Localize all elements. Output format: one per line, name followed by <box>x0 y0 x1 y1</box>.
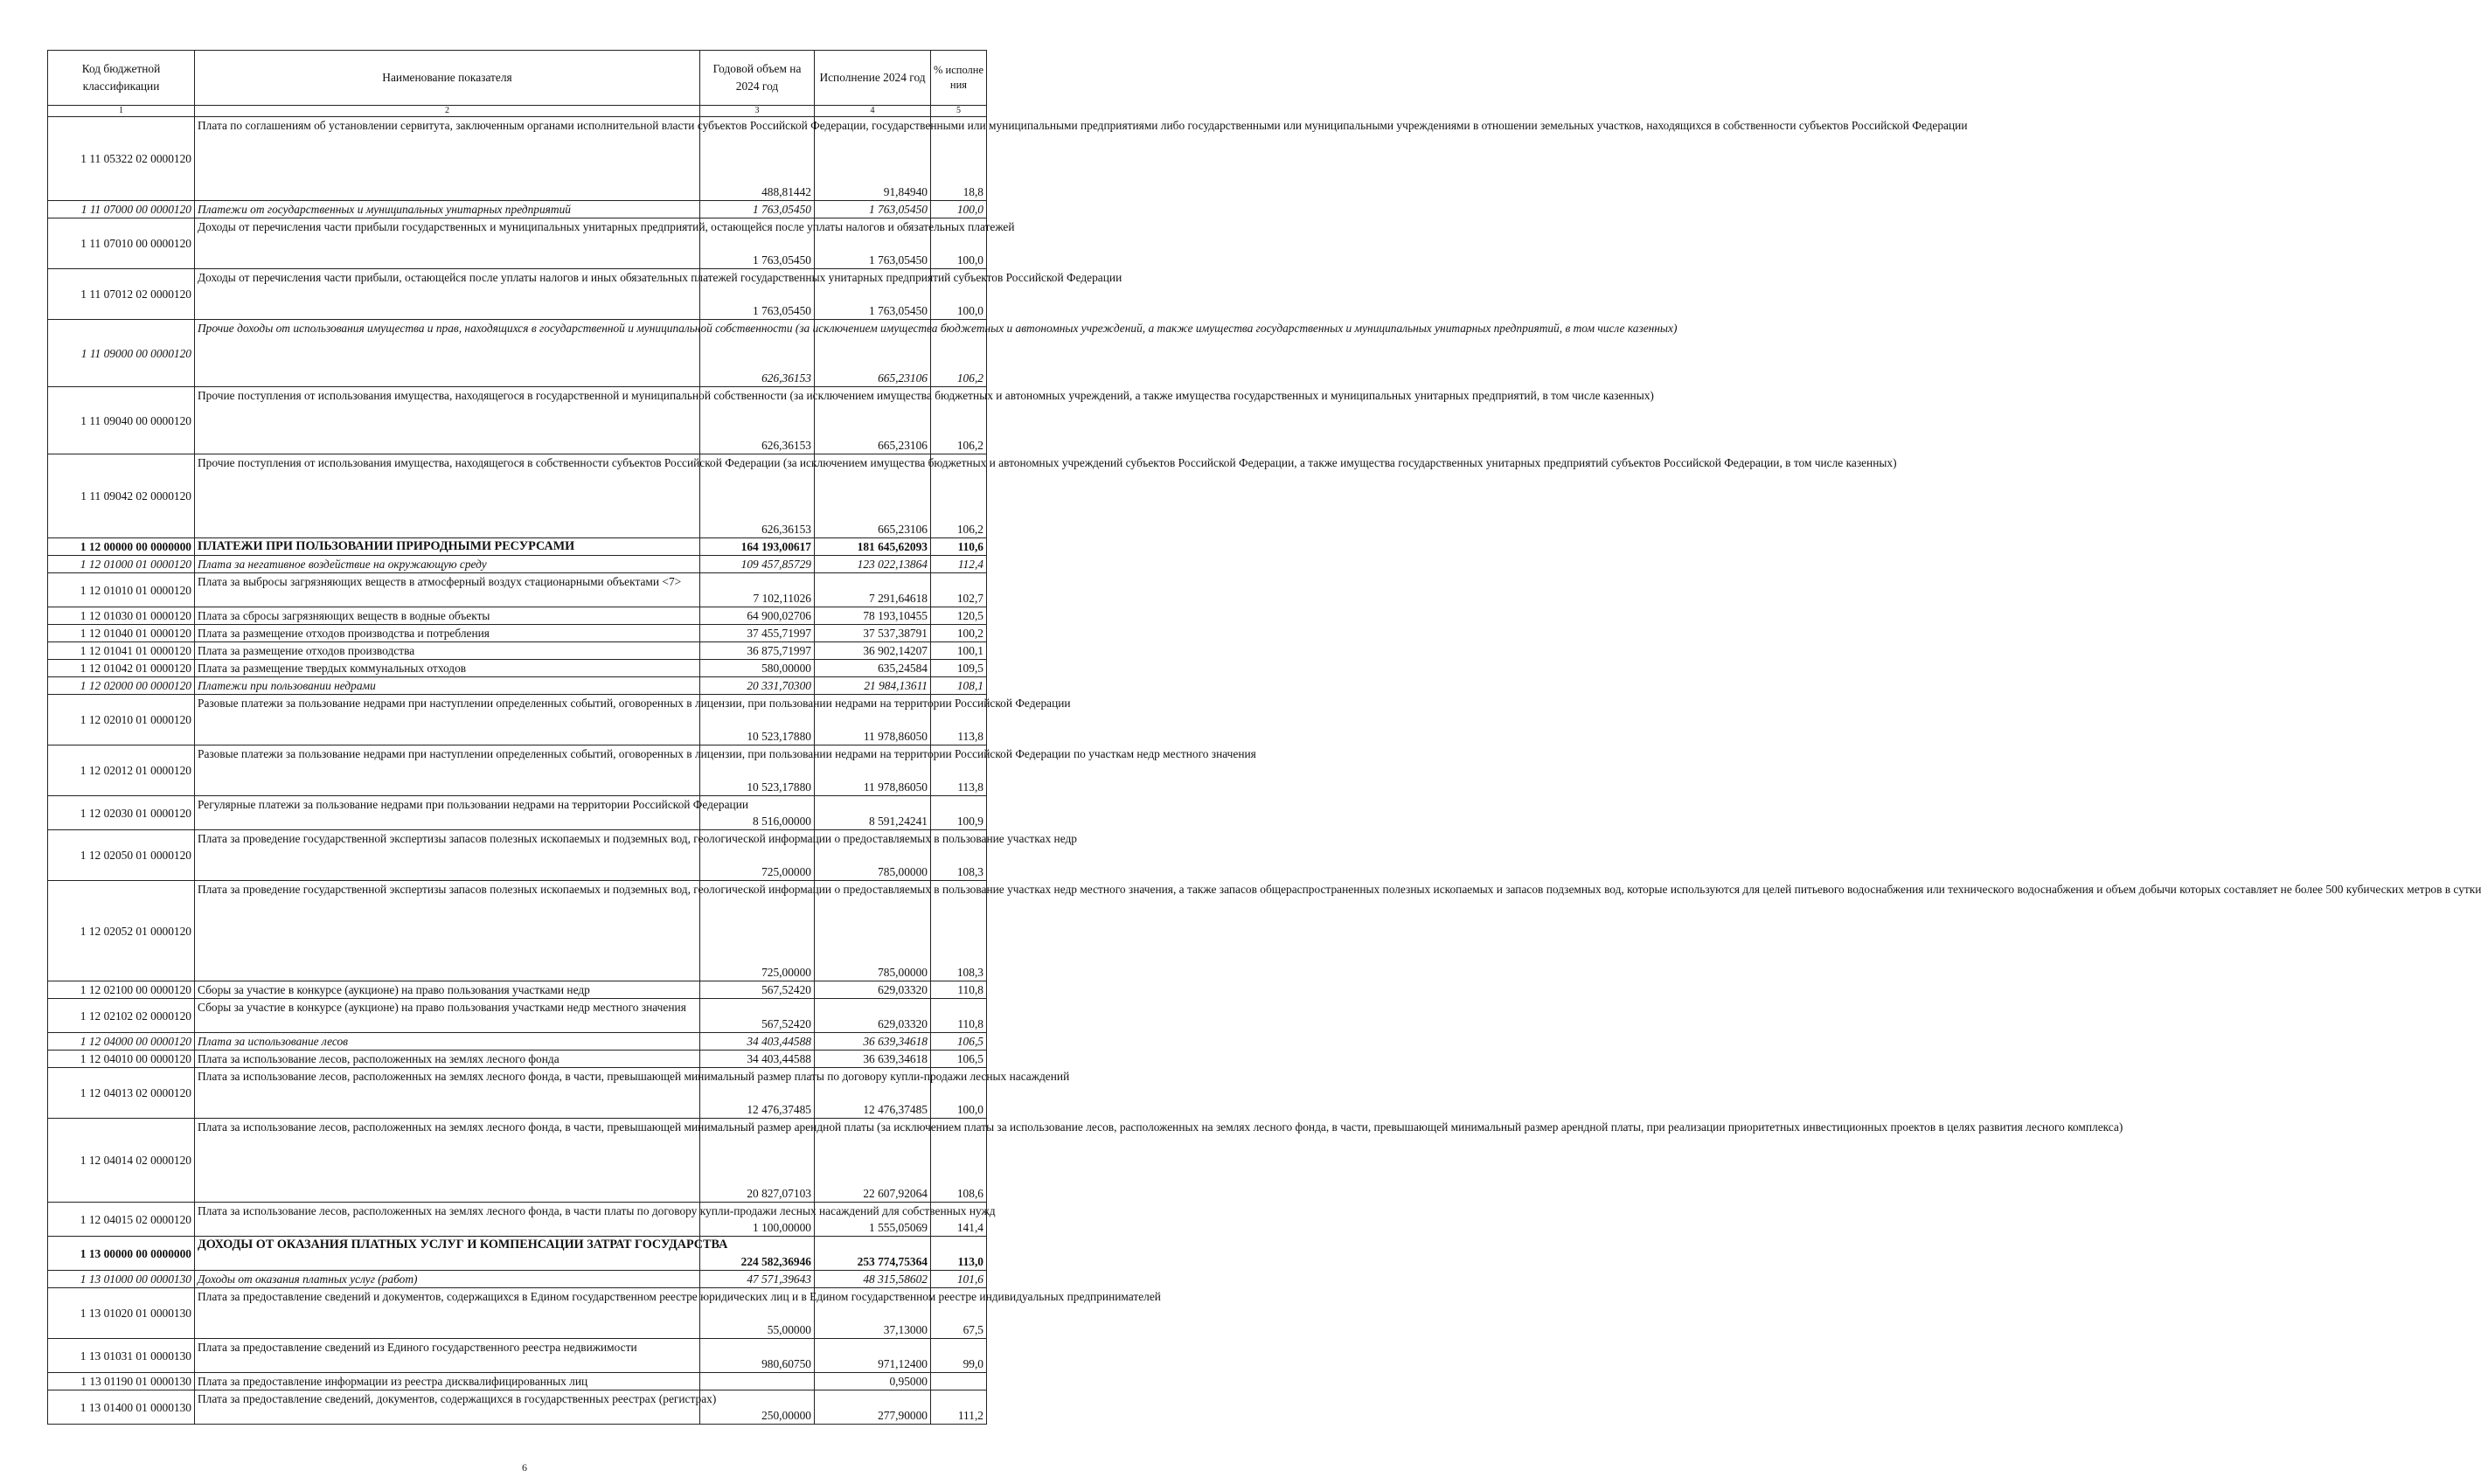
code-cell: 1 13 01400 01 0000130 <box>48 1390 195 1425</box>
table-row <box>48 881 987 981</box>
table-row <box>48 573 987 607</box>
table-row <box>48 695 987 745</box>
execution-cell: 37,13000 <box>815 1288 931 1339</box>
execution-percent-cell: 113,8 <box>931 695 987 745</box>
table-row <box>48 1288 987 1339</box>
annual-plan-cell: 1 763,05450 <box>700 201 815 218</box>
execution-cell: 78 193,10455 <box>815 607 931 625</box>
execution-cell: 8 591,24241 <box>815 796 931 830</box>
indicator-name-cell: Плата за предоставление сведений и документов, содержащихся в Едином государственном реестре юридических лиц и в Едином государственном реестре индивидуальных предпринимателей <box>195 1288 700 1339</box>
code-cell: 1 12 01041 01 0000120 <box>48 642 195 660</box>
budget-table <box>47 50 2481 1425</box>
annual-plan-cell: 725,00000 <box>700 881 815 981</box>
indicator-name-cell: Плата за использование лесов, расположенных на землях лесного фонда, в части, превышающей минимальный размер арендной платы (за исключением платы за использование лесов, расположенных на землях лесного фонда, в части, превышающей минимальный размер арендной платы, при реализации приоритетных инвестиционных проектов в целях развития лесного комплекса) <box>195 1119 700 1203</box>
indicator-name-cell: Сборы за участие в конкурсе (аукционе) на право пользования участками недр <box>195 981 700 999</box>
indicator-name-cell: Прочие доходы от использования имущества и прав, находящихся в государственной и муниципальной собственности (за исключением имущества бюджетных и автономных учреждений, а также имущества государственных и муниципальных унитарных предприятий, в том числе казенных) <box>195 320 700 387</box>
annual-plan-cell: 250,00000 <box>700 1390 815 1425</box>
execution-cell: 277,90000 <box>815 1390 931 1425</box>
annual-plan-cell: 224 582,36946 <box>700 1237 815 1271</box>
execution-cell: 37 537,38791 <box>815 625 931 642</box>
table-row <box>48 538 987 556</box>
execution-cell: 48 315,58602 <box>815 1271 931 1288</box>
execution-percent-cell: 106,2 <box>931 320 987 387</box>
execution-percent-cell: 108,6 <box>931 1119 987 1203</box>
code-cell: 1 11 07010 00 0000120 <box>48 218 195 269</box>
execution-cell: 629,03320 <box>815 999 931 1033</box>
execution-percent-cell: 108,1 <box>931 677 987 695</box>
table-row <box>48 796 987 830</box>
indicator-name-cell: Плата за предоставление сведений из Единого государственного реестра недвижимости <box>195 1339 700 1373</box>
execution-percent-cell: 100,0 <box>931 269 987 320</box>
execution-percent-cell: 106,5 <box>931 1033 987 1051</box>
table-row <box>48 607 987 625</box>
table-row <box>48 981 987 999</box>
code-cell: 1 12 01040 01 0000120 <box>48 625 195 642</box>
code-cell: 1 13 00000 00 0000000 <box>48 1237 195 1271</box>
indicator-name-cell: Доходы от оказания платных услуг (работ) <box>195 1271 700 1288</box>
code-cell: 1 11 09000 00 0000120 <box>48 320 195 387</box>
header-plan: Годовой объем на 2024 год <box>700 51 815 106</box>
annual-plan-cell: 12 476,37485 <box>700 1068 815 1119</box>
indicator-name-cell: Доходы от перечисления части прибыли, остающейся после уплаты налогов и иных обязательных платежей государственных унитарных предприятий субъектов Российской Федерации <box>195 269 700 320</box>
indicator-name-cell: Плата за использование лесов, расположенных на землях лесного фонда <box>195 1051 700 1068</box>
annual-plan-cell: 567,52420 <box>700 981 815 999</box>
execution-cell: 665,23106 <box>815 320 931 387</box>
execution-percent-cell: 110,8 <box>931 981 987 999</box>
code-cell: 1 12 04015 02 0000120 <box>48 1203 195 1237</box>
execution-percent-cell: 106,2 <box>931 387 987 454</box>
execution-percent-cell: 110,8 <box>931 999 987 1033</box>
column-number: 5 <box>931 106 987 117</box>
execution-cell: 629,03320 <box>815 981 931 999</box>
execution-cell: 1 763,05450 <box>815 269 931 320</box>
code-cell: 1 12 01000 01 0000120 <box>48 556 195 573</box>
indicator-name-cell: Плата за использование лесов <box>195 1033 700 1051</box>
annual-plan-cell: 1 100,00000 <box>700 1203 815 1237</box>
table-row <box>48 1339 987 1373</box>
code-cell: 1 12 02010 01 0000120 <box>48 695 195 745</box>
execution-percent-cell: 108,3 <box>931 830 987 881</box>
execution-cell: 635,24584 <box>815 660 931 677</box>
execution-cell: 12 476,37485 <box>815 1068 931 1119</box>
indicator-name-cell: Платежи при пользовании недрами <box>195 677 700 695</box>
code-cell: 1 11 09042 02 0000120 <box>48 454 195 538</box>
code-cell: 1 12 01030 01 0000120 <box>48 607 195 625</box>
page-number: 6 <box>522 1461 527 1474</box>
execution-cell: 785,00000 <box>815 881 931 981</box>
code-cell: 1 12 02102 02 0000120 <box>48 999 195 1033</box>
code-cell: 1 12 04014 02 0000120 <box>48 1119 195 1203</box>
execution-cell: 36 639,34618 <box>815 1033 931 1051</box>
annual-plan-cell: 34 403,44588 <box>700 1033 815 1051</box>
annual-plan-cell: 10 523,17880 <box>700 695 815 745</box>
execution-percent-cell: 67,5 <box>931 1288 987 1339</box>
execution-percent-cell: 106,5 <box>931 1051 987 1068</box>
code-cell: 1 12 01042 01 0000120 <box>48 660 195 677</box>
table-row <box>48 1271 987 1288</box>
annual-plan-cell: 10 523,17880 <box>700 745 815 796</box>
execution-cell: 36 902,14207 <box>815 642 931 660</box>
indicator-name-cell: Плата за размещение твердых коммунальных отходов <box>195 660 700 677</box>
annual-plan-cell: 55,00000 <box>700 1288 815 1339</box>
execution-percent-cell: 18,8 <box>931 117 987 201</box>
table-row <box>48 1237 987 1271</box>
annual-plan-cell: 64 900,02706 <box>700 607 815 625</box>
execution-cell: 181 645,62093 <box>815 538 931 556</box>
execution-cell: 971,12400 <box>815 1339 931 1373</box>
execution-percent-cell: 100,1 <box>931 642 987 660</box>
indicator-name-cell: Плата за сбросы загрязняющих веществ в водные объекты <box>195 607 700 625</box>
execution-cell: 123 022,13864 <box>815 556 931 573</box>
execution-percent-cell: 109,5 <box>931 660 987 677</box>
indicator-name-cell: Прочие поступления от использования имущества, находящегося в государственной и муниципальной собственности (за исключением имущества бюджетных и автономных учреждений, а также имущества государственных и муниципальных унитарных предприятий, в том числе казенных) <box>195 387 700 454</box>
code-cell: 1 12 02052 01 0000120 <box>48 881 195 981</box>
annual-plan-cell: 1 763,05450 <box>700 269 815 320</box>
column-number: 2 <box>195 106 700 117</box>
table-row <box>48 320 987 387</box>
execution-percent-cell: 100,0 <box>931 1068 987 1119</box>
annual-plan-cell: 626,36153 <box>700 387 815 454</box>
code-cell: 1 13 01190 01 0000130 <box>48 1373 195 1390</box>
indicator-name-cell: Плата за использование лесов, расположенных на землях лесного фонда, в части платы по договору купли-продажи лесных насаждений для собственных нужд <box>195 1203 700 1237</box>
table-body <box>48 117 2481 1425</box>
annual-plan-cell: 8 516,00000 <box>700 796 815 830</box>
annual-plan-cell: 164 193,00617 <box>700 538 815 556</box>
indicator-name-cell: Плата за выбросы загрязняющих веществ в атмосферный воздух стационарными объектами <7> <box>195 573 700 607</box>
table-row <box>48 218 987 269</box>
execution-percent-cell: 100,2 <box>931 625 987 642</box>
execution-cell: 785,00000 <box>815 830 931 881</box>
annual-plan-cell: 1 763,05450 <box>700 218 815 269</box>
indicator-name-cell: Плата за негативное воздействие на окружающую среду <box>195 556 700 573</box>
execution-cell: 22 607,92064 <box>815 1119 931 1203</box>
indicator-name-cell: Платежи от государственных и муниципальных унитарных предприятий <box>195 201 700 218</box>
table-header-row <box>48 51 987 106</box>
execution-percent-cell: 100,0 <box>931 201 987 218</box>
table-row <box>48 1373 987 1390</box>
table-row <box>48 677 987 695</box>
table-row <box>48 1068 987 1119</box>
code-cell: 1 12 04000 00 0000120 <box>48 1033 195 1051</box>
table-row <box>48 830 987 881</box>
table-row <box>48 1033 987 1051</box>
annual-plan-cell: 20 331,70300 <box>700 677 815 695</box>
execution-percent-cell: 101,6 <box>931 1271 987 1288</box>
indicator-name-cell: Разовые платежи за пользование недрами при наступлении определенных событий, оговоренных в лицензии, при пользовании недрами на территории Российской Федерации по участкам недр местного значения <box>195 745 700 796</box>
indicator-name-cell: Разовые платежи за пользование недрами при наступлении определенных событий, оговоренных в лицензии, при пользовании недрами на территории Российской Федерации <box>195 695 700 745</box>
annual-plan-cell: 567,52420 <box>700 999 815 1033</box>
execution-cell: 0,95000 <box>815 1373 931 1390</box>
code-cell: 1 12 02000 00 0000120 <box>48 677 195 695</box>
indicator-name-cell: Плата за использование лесов, расположенных на землях лесного фонда, в части, превышающей минимальный размер платы по договору купли-продажи лесных насаждений <box>195 1068 700 1119</box>
annual-plan-cell: 37 455,71997 <box>700 625 815 642</box>
execution-percent-cell: 99,0 <box>931 1339 987 1373</box>
execution-cell: 253 774,75364 <box>815 1237 931 1271</box>
indicator-name-cell: Плата за проведение государственной экспертизы запасов полезных ископаемых и подземных вод, геологической информации о предоставляемых в пользование участках недр <box>195 830 700 881</box>
indicator-name-cell: Прочие поступления от использования имущества, находящегося в собственности субъектов Российской Федерации (за исключением имущества бюджетных и автономных учреждений субъектов Российской Федерации, а также имущества государственных унитарных предприятий субъектов Российской Федерации, в том числе казенных) <box>195 454 700 538</box>
column-number: 1 <box>48 106 195 117</box>
column-number: 4 <box>815 106 931 117</box>
execution-percent-cell: 113,8 <box>931 745 987 796</box>
code-cell: 1 13 01020 01 0000130 <box>48 1288 195 1339</box>
annual-plan-cell: 725,00000 <box>700 830 815 881</box>
table-row <box>48 1203 987 1237</box>
annual-plan-cell <box>700 1373 815 1390</box>
execution-cell: 21 984,13611 <box>815 677 931 695</box>
annual-plan-cell: 580,00000 <box>700 660 815 677</box>
execution-cell: 11 978,86050 <box>815 695 931 745</box>
indicator-name-cell: Сборы за участие в конкурсе (аукционе) на право пользования участками недр местного значения <box>195 999 700 1033</box>
annual-plan-cell: 626,36153 <box>700 320 815 387</box>
execution-cell: 665,23106 <box>815 387 931 454</box>
annual-plan-cell: 36 875,71997 <box>700 642 815 660</box>
table-row <box>48 117 987 201</box>
code-cell: 1 11 05322 02 0000120 <box>48 117 195 201</box>
table-row <box>48 1051 987 1068</box>
execution-cell: 91,84940 <box>815 117 931 201</box>
header-percent: % исполне ния <box>931 51 987 106</box>
table-row <box>48 625 987 642</box>
table-row <box>48 1390 987 1425</box>
annual-plan-cell: 488,81442 <box>700 117 815 201</box>
execution-cell: 1 763,05450 <box>815 201 931 218</box>
code-cell: 1 12 04013 02 0000120 <box>48 1068 195 1119</box>
indicator-name-cell: Плата за размещение отходов производства и потребления <box>195 625 700 642</box>
annual-plan-cell: 626,36153 <box>700 454 815 538</box>
execution-cell: 665,23106 <box>815 454 931 538</box>
table-row <box>48 1119 987 1203</box>
execution-percent-cell: 100,9 <box>931 796 987 830</box>
execution-percent-cell: 102,7 <box>931 573 987 607</box>
indicator-name-cell: Плата по соглашениям об установлении сервитута, заключенным органами исполнительной власти субъектов Российской Федерации, государственными или муниципальными предприятиями либо государственными или муниципальными учреждениями в отношении земельных участков, находящихся в собственности субъектов Российской Федерации <box>195 117 700 201</box>
execution-percent-cell <box>931 1373 987 1390</box>
indicator-name-cell: Плата за проведение государственной экспертизы запасов полезных ископаемых и подземных вод, геологической информации о предоставляемых в пользование участках недр местного значения, а также запасов общераспространенных полезных ископаемых и запасов подземных вод, которые используются для целей питьевого водоснабжения или технического водоснабжения и объем добычи которых составляет не более 500 кубических метров в сутки <box>195 881 700 981</box>
execution-cell: 11 978,86050 <box>815 745 931 796</box>
execution-percent-cell: 113,0 <box>931 1237 987 1271</box>
header-name: Наименование показателя <box>195 51 700 106</box>
code-cell: 1 12 02012 01 0000120 <box>48 745 195 796</box>
indicator-name-cell: Плата за предоставление информации из реестра дисквалифицированных лиц <box>195 1373 700 1390</box>
table-row <box>48 642 987 660</box>
execution-percent-cell: 110,6 <box>931 538 987 556</box>
table-row <box>48 999 987 1033</box>
indicator-name-cell: Плата за предоставление сведений, документов, содержащихся в государственных реестрах (регистрах) <box>195 1390 700 1425</box>
code-cell: 1 13 01031 01 0000130 <box>48 1339 195 1373</box>
header-code: Код бюджетной классификации <box>48 51 195 106</box>
code-cell: 1 12 01010 01 0000120 <box>48 573 195 607</box>
code-cell: 1 11 09040 00 0000120 <box>48 387 195 454</box>
indicator-name-cell: ПЛАТЕЖИ ПРИ ПОЛЬЗОВАНИИ ПРИРОДНЫМИ РЕСУРСАМИ <box>195 538 700 556</box>
execution-percent-cell: 112,4 <box>931 556 987 573</box>
column-number: 3 <box>700 106 815 117</box>
table-row <box>48 454 987 538</box>
execution-percent-cell: 100,0 <box>931 218 987 269</box>
code-cell: 1 12 02030 01 0000120 <box>48 796 195 830</box>
indicator-name-cell: Регулярные платежи за пользование недрами при пользовании недрами на территории Российской Федерации <box>195 796 700 830</box>
header-fact: Исполнение 2024 год <box>815 51 931 106</box>
annual-plan-cell: 34 403,44588 <box>700 1051 815 1068</box>
annual-plan-cell: 20 827,07103 <box>700 1119 815 1203</box>
code-cell: 1 11 07012 02 0000120 <box>48 269 195 320</box>
table-row <box>48 387 987 454</box>
annual-plan-cell: 47 571,39643 <box>700 1271 815 1288</box>
code-cell: 1 11 07000 00 0000120 <box>48 201 195 218</box>
execution-cell: 36 639,34618 <box>815 1051 931 1068</box>
annual-plan-cell: 980,60750 <box>700 1339 815 1373</box>
execution-percent-cell: 108,3 <box>931 881 987 981</box>
indicator-name-cell: Плата за размещение отходов производства <box>195 642 700 660</box>
table-row <box>48 201 987 218</box>
execution-percent-cell: 120,5 <box>931 607 987 625</box>
execution-percent-cell: 106,2 <box>931 454 987 538</box>
table-column-numbers-row <box>48 106 987 117</box>
table-row <box>48 556 987 573</box>
code-cell: 1 12 04010 00 0000120 <box>48 1051 195 1068</box>
table-row <box>48 745 987 796</box>
table-row <box>48 660 987 677</box>
annual-plan-cell: 7 102,11026 <box>700 573 815 607</box>
indicator-name-cell: Доходы от перечисления части прибыли государственных и муниципальных унитарных предприятий, остающейся после уплаты налогов и обязательных платежей <box>195 218 700 269</box>
execution-percent-cell: 141,4 <box>931 1203 987 1237</box>
code-cell: 1 12 02100 00 0000120 <box>48 981 195 999</box>
execution-cell: 7 291,64618 <box>815 573 931 607</box>
execution-cell: 1 763,05450 <box>815 218 931 269</box>
code-cell: 1 13 01000 00 0000130 <box>48 1271 195 1288</box>
indicator-name-cell: ДОХОДЫ ОТ ОКАЗАНИЯ ПЛАТНЫХ УСЛУГ И КОМПЕНСАЦИИ ЗАТРАТ ГОСУДАРСТВА <box>195 1237 700 1271</box>
execution-cell: 1 555,05069 <box>815 1203 931 1237</box>
table-row <box>48 269 987 320</box>
code-cell: 1 12 00000 00 0000000 <box>48 538 195 556</box>
annual-plan-cell: 109 457,85729 <box>700 556 815 573</box>
code-cell: 1 12 02050 01 0000120 <box>48 830 195 881</box>
execution-percent-cell: 111,2 <box>931 1390 987 1425</box>
